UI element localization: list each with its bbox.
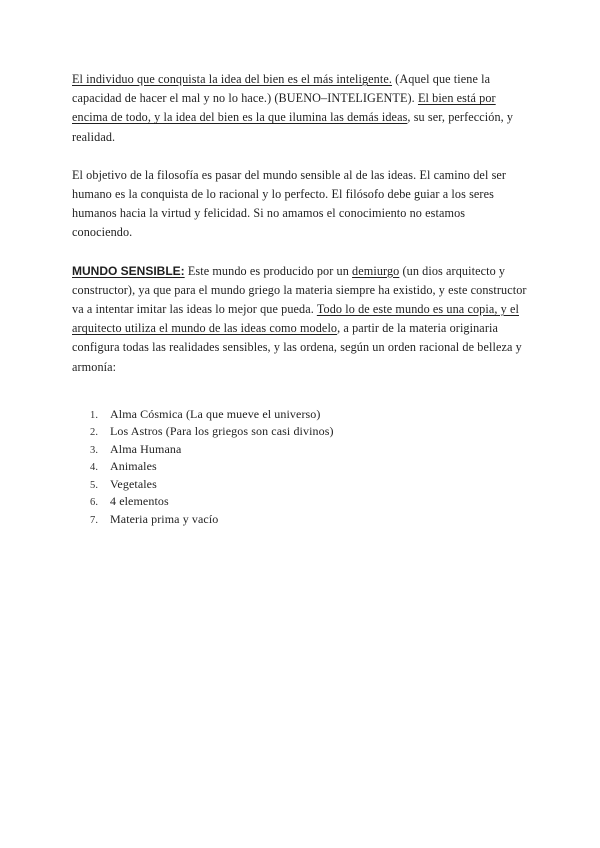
body-text: (un dios arquitecto y constructor), ya que para el mundo griego la materia siempre ha existido, y este constructor va a intentar imitar las ideas lo mejor que pueda. — [72, 263, 527, 317]
list-item-text: 4 elementos — [110, 494, 169, 509]
paragraph-mundo-sensible — [72, 262, 528, 377]
list-number: 1. — [90, 409, 99, 421]
body-text: Este mundo es producido por un — [184, 263, 353, 278]
list-item-text: Animales — [110, 459, 157, 474]
list-item — [72, 510, 528, 528]
underlined-text: Todo lo de este mundo es una copia, y el arquitecto utiliza el mundo de las ideas como modelo — [72, 302, 519, 336]
body-text: (Aquel que tiene la capacidad de hacer el mal y no lo hace.) (BUENO–INTELIGENTE). — [72, 72, 491, 106]
list-item-text: Los Astros (Para los griegos son casi divinos) — [110, 424, 334, 439]
list-item-text: Materia prima y vacío — [110, 511, 219, 526]
document-body — [72, 70, 528, 527]
list-number: 2. — [90, 427, 99, 439]
list-number: 3. — [90, 444, 99, 456]
hierarchy-list — [72, 405, 528, 528]
underlined-text: demiurgo — [352, 263, 400, 278]
list-item — [72, 405, 528, 423]
paragraph-bien — [72, 70, 528, 147]
body-text: , su ser, perfección, y realidad. — [72, 110, 514, 144]
list-number: 4. — [90, 462, 99, 474]
list-item — [72, 492, 528, 510]
list-number: 7. — [90, 514, 99, 526]
underlined-text: El individuo que conquista la idea del bien es el más inteligente. — [72, 72, 393, 86]
underlined-text: El bien está por encima de todo, y la idea del bien es la que ilumina las demás ideas — [72, 91, 496, 125]
body-text: , a partir de la materia originaria configura todas las realidades sensibles, y las ordena, según un orden racional de belleza y armonía: — [72, 321, 522, 374]
body-text: El objetivo de la filosofía es pasar del mundo sensible al de las ideas. El camino del ser humano es la conquista de lo racional y lo perfecto. El filósofo debe guiar a los seres humanos hacia la virtud y felicidad. Si no amamos el conocimiento no estamos conociendo. — [72, 167, 507, 240]
list-item-text: Alma Cósmica (La que mueve el universo) — [110, 406, 321, 421]
list-item — [72, 475, 528, 493]
list-item — [72, 457, 528, 475]
list-item — [72, 422, 528, 440]
paragraph-filosofia — [72, 166, 528, 243]
list-item — [72, 440, 528, 458]
list-number: 5. — [90, 479, 99, 491]
section-heading: MUNDO SENSIBLE: — [72, 263, 185, 278]
list-item-text: Alma Humana — [110, 441, 182, 456]
list-number: 6. — [90, 497, 99, 509]
list-item-text: Vegetales — [110, 476, 157, 491]
